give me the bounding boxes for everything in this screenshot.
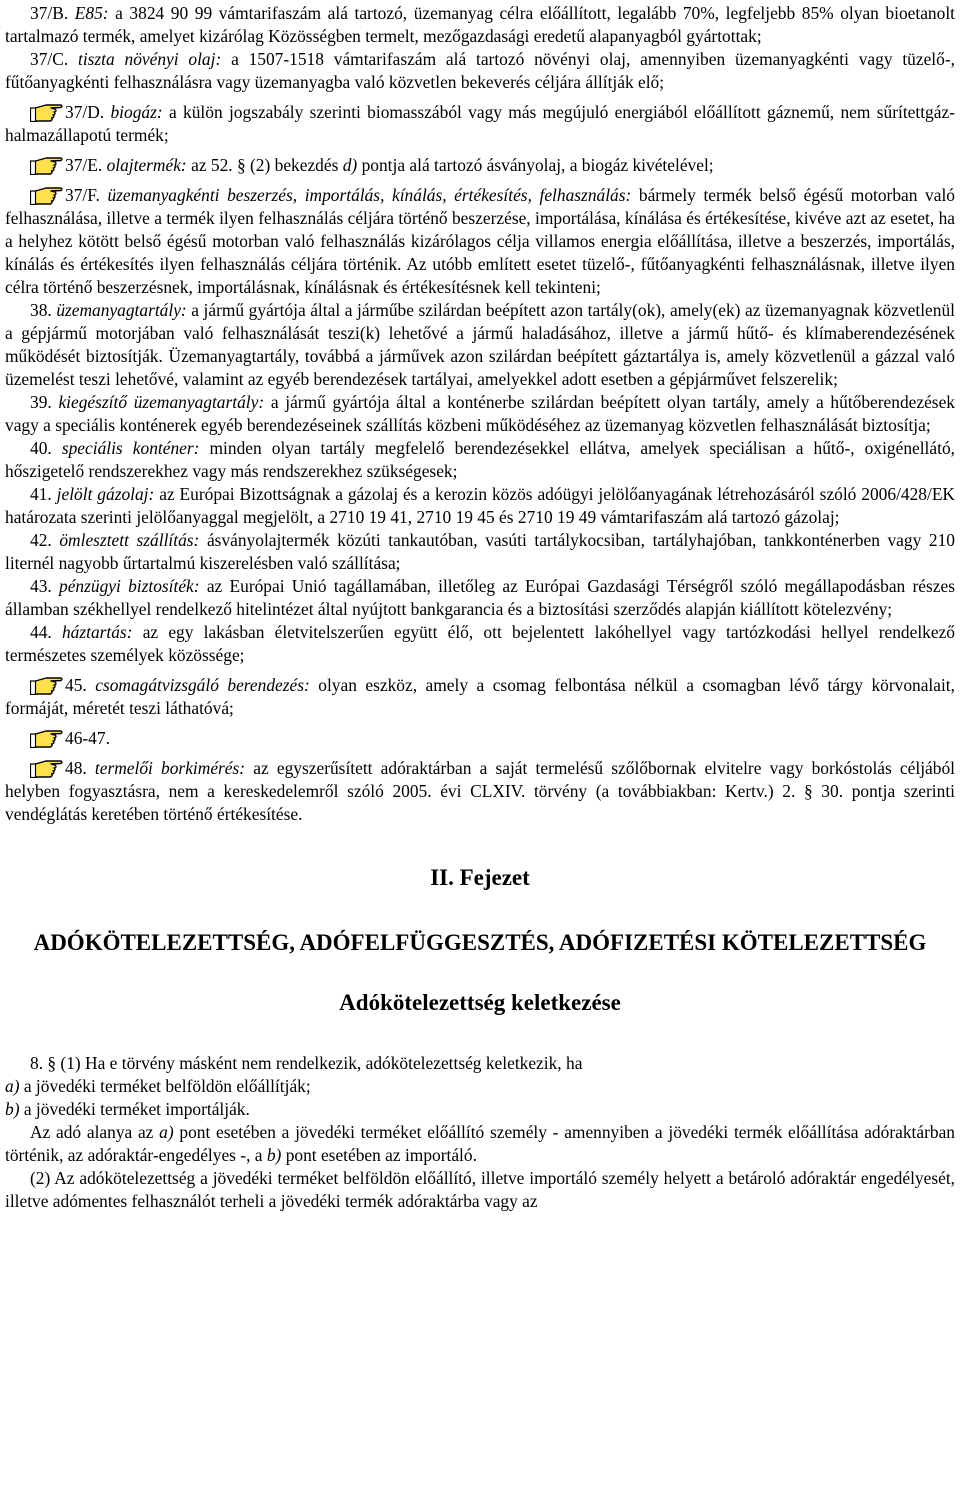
item-46-47: 46-47. [5,726,955,750]
section-8-point-b: b) a jövedéki terméket importálják. [5,1099,250,1119]
item-37e: 37/E. olajtermék: az 52. § (2) bekezdés d) pontja alá tartozó ásványolaj, a biogáz kivételével; [5,153,955,177]
section-8-point-a: a) a jövedéki terméket belföldön előállítják; [5,1076,311,1096]
pointing-hand-icon[interactable] [30,183,64,205]
item-41: 41. jelölt gázolaj: az Európai Bizottságnak a gázolaj és a kerozin közös adóügyi jelölőanyagának létrehozásáról szóló 2006/428/EK határozata szerinti jelölőanyaggal megjelölt, a 2710 19 41, 2710 19 45 és 2710 19 49 vámtarifaszám alá tartozó gázolaj; [5,484,955,527]
pointing-hand-icon[interactable] [30,726,64,748]
item-44: 44. háztartás: az egy lakásban életvitelszerűen együtt élő, ott bejelentett lakóhellyel vagy tartózkodási hellyel rendelkező természetes személyek közössége; [5,622,955,665]
section-8-paragraph-2: (2) Az adókötelezettség a jövedéki terméket belföldön előállító, illetve importáló személy helyett a betároló adóraktár engedélyesét, illetve adómentes felhasználót terheli a jövedéki termék adóraktárba vagy az [5,1168,955,1211]
term: háztartás: [61,622,133,642]
term: biogáz: [110,102,163,122]
item-37b: 37/B. E85: a 3824 90 99 vámtarifaszám alá tartozó, üzemanyag célra előállított, legalább 70%, legfeljebb 85% olyan bioetanolt tartalmazó termék, amelyet kizárólag Közösségben termelt, mezőgazdasági eredetű alapanyagból gyártottak; [5,3,955,46]
pointing-hand-icon[interactable] [30,673,64,695]
pointing-hand-icon[interactable] [30,100,64,122]
term: olajtermék: [106,155,187,175]
term: speciális konténer: [61,438,200,458]
reference: d) [342,155,358,175]
item-37c: 37/C. tiszta növényi olaj: a 1507-1518 vámtarifaszám alá tartozó növényi olaj, amennyiben üzemanyagkénti vagy tüzelő-, fűtőanyagkénti felhasználásra vagy üzemanyagba való közvetlen bekeverés céljára állítják elő; [5,49,955,92]
item-45: 45. csomagátvizsgáló berendezés: olyan eszköz, amely a csomag felbontása nélkül a csomagban lévő tárgy körvonalait, formáját, méretét teszi láthatóvá; [5,675,955,718]
section-8-subject: Az adó alanya az a) pont esetében a jövedéki terméket előállító személy - amennyiben a jövedéki termék előállítása adóraktárban történik, az adóraktár-engedélyes -, a b) pont esetében az importáló. [5,1122,955,1165]
term: üzemanyagtartály: [56,300,187,320]
term: csomagátvizsgáló berendezés: [95,675,310,695]
term: termelői borkimérés: [94,758,246,778]
chapter-title: ADÓKÖTELEZETTSÉG, ADÓFELFÜGGESZTÉS, ADÓFIZETÉSI KÖTELEZETTSÉG [33,930,927,955]
term: E85: [74,3,109,23]
term: ömlesztett szállítás: [59,530,200,550]
term: üzemanyagkénti beszerzés, importálás, kínálás, értékesítés, felhasználás: [107,185,632,205]
document-page [5,2,955,1213]
item-48: 48. termelői borkimérés: az egyszerűsített adóraktárban a saját termelésű szőlőbornak elvitelre vagy borkóstolás céljából helyben fogyasztásra, nem a kereskedelemről szóló 2005. évi CLXIV. törvény (a továbbiakban: Kertv.) 2. § 30. pontja szerinti vendéglátás keretében történő értékesítése. [5,758,955,824]
item-37d: 37/D. biogáz: a külön jogszabály szerinti biomasszából vagy más megújuló energiából előállított gáznemű, nem sűrítettgáz-halmazállapotú termék; [5,102,955,145]
term: kiegészítő üzemanyagtartály: [58,392,265,412]
item-38: 38. üzemanyagtartály: a jármű gyártója által a járműbe szilárdan beépített azon tartály(ok), amely(ek) az üzemanyagnak közvetlenül a gépjármű motorjában való felhasználását teszi(k) lehetővé a jármű haladásához, illetve a jármű hűtő- és klímaberendezésének működését biztosítják. Üzemanyagtartály, továbbá a járművek azon szilárdan beépített gáztartálya is, amely közvetlenül a gázzal való üzemelést teszi lehetővé, valamint az egyéb berendezések tartályai, amelyekkel adott esetben a gépjárművet felszerelik; [5,300,955,389]
term: pénzügyi biztosíték: [59,576,200,596]
section-8-head: 8. § (1) Ha e törvény másként nem rendelkezik, adókötelezettség keletkezik, ha [30,1053,583,1073]
term: jelölt gázolaj: [56,484,155,504]
item-42: 42. ömlesztett szállítás: ásványolajtermék közúti tankautóban, vasúti tartálykocsiban, tartályhajóban, tankkonténerben vagy 210 liternél nagyobb űrtartalmú kiszerelésben való szállítása; [5,530,955,573]
item-40: 40. speciális konténer: minden olyan tartály megfelelő berendezésekkel ellátva, amelyek speciálisan a hűtő-, oxigénellátó, hőszigetelő rendszerekhez vagy más rendszerekhez szükségesek; [5,438,955,481]
item-39: 39. kiegészítő üzemanyagtartály: a jármű gyártója által a konténerbe szilárdan beépített olyan tartály, amely a hűtőberendezések vagy a speciális konténerek egyéb berendezéseinek szállítás közbeni működéséhez az üzemanyag közvetlen felhasználását biztosítja; [5,392,955,435]
pointing-hand-icon[interactable] [30,153,64,175]
item-37f: 37/F. üzemanyagkénti beszerzés, importálás, kínálás, értékesítés, felhasználás: bármely termék belső égésű motorban való felhasználása, illetve a termék ilyen felhasználás céljára történő beszerzése, importálása, kínálása és értékesítése, kivéve azt az esetet, ha a helyhez kötött belső égésű motorban való felhasználás kizárólagos célja villamos energia előállítása, illetve a beszerzés, importálás, kínálás és értékesítés ilyen felhasználás céljára történik. Az utóbb említett esetet tüzelő-, fűtőanyagkénti felhasználásnak, illetve ilyen célra történő beszerzésnek, importálásnak, kínálásnak és értékesítésnek kell tekinteni; [5,185,955,297]
term: tiszta növényi olaj: [77,49,222,69]
chapter-number: II. Fejezet [430,865,530,890]
section-title: Adókötelezettség keletkezése [339,990,621,1015]
pointing-hand-icon[interactable] [30,756,64,778]
item-43: 43. pénzügyi biztosíték: az Európai Unió tagállamában, illetőleg az Európai Gazdasági Térségről szóló megállapodásban részes államban székhellyel rendelkező hitelintézet által nyújtott bankgarancia és a biztosítási szerződés alapján kiállított kötelezvény; [5,576,955,619]
